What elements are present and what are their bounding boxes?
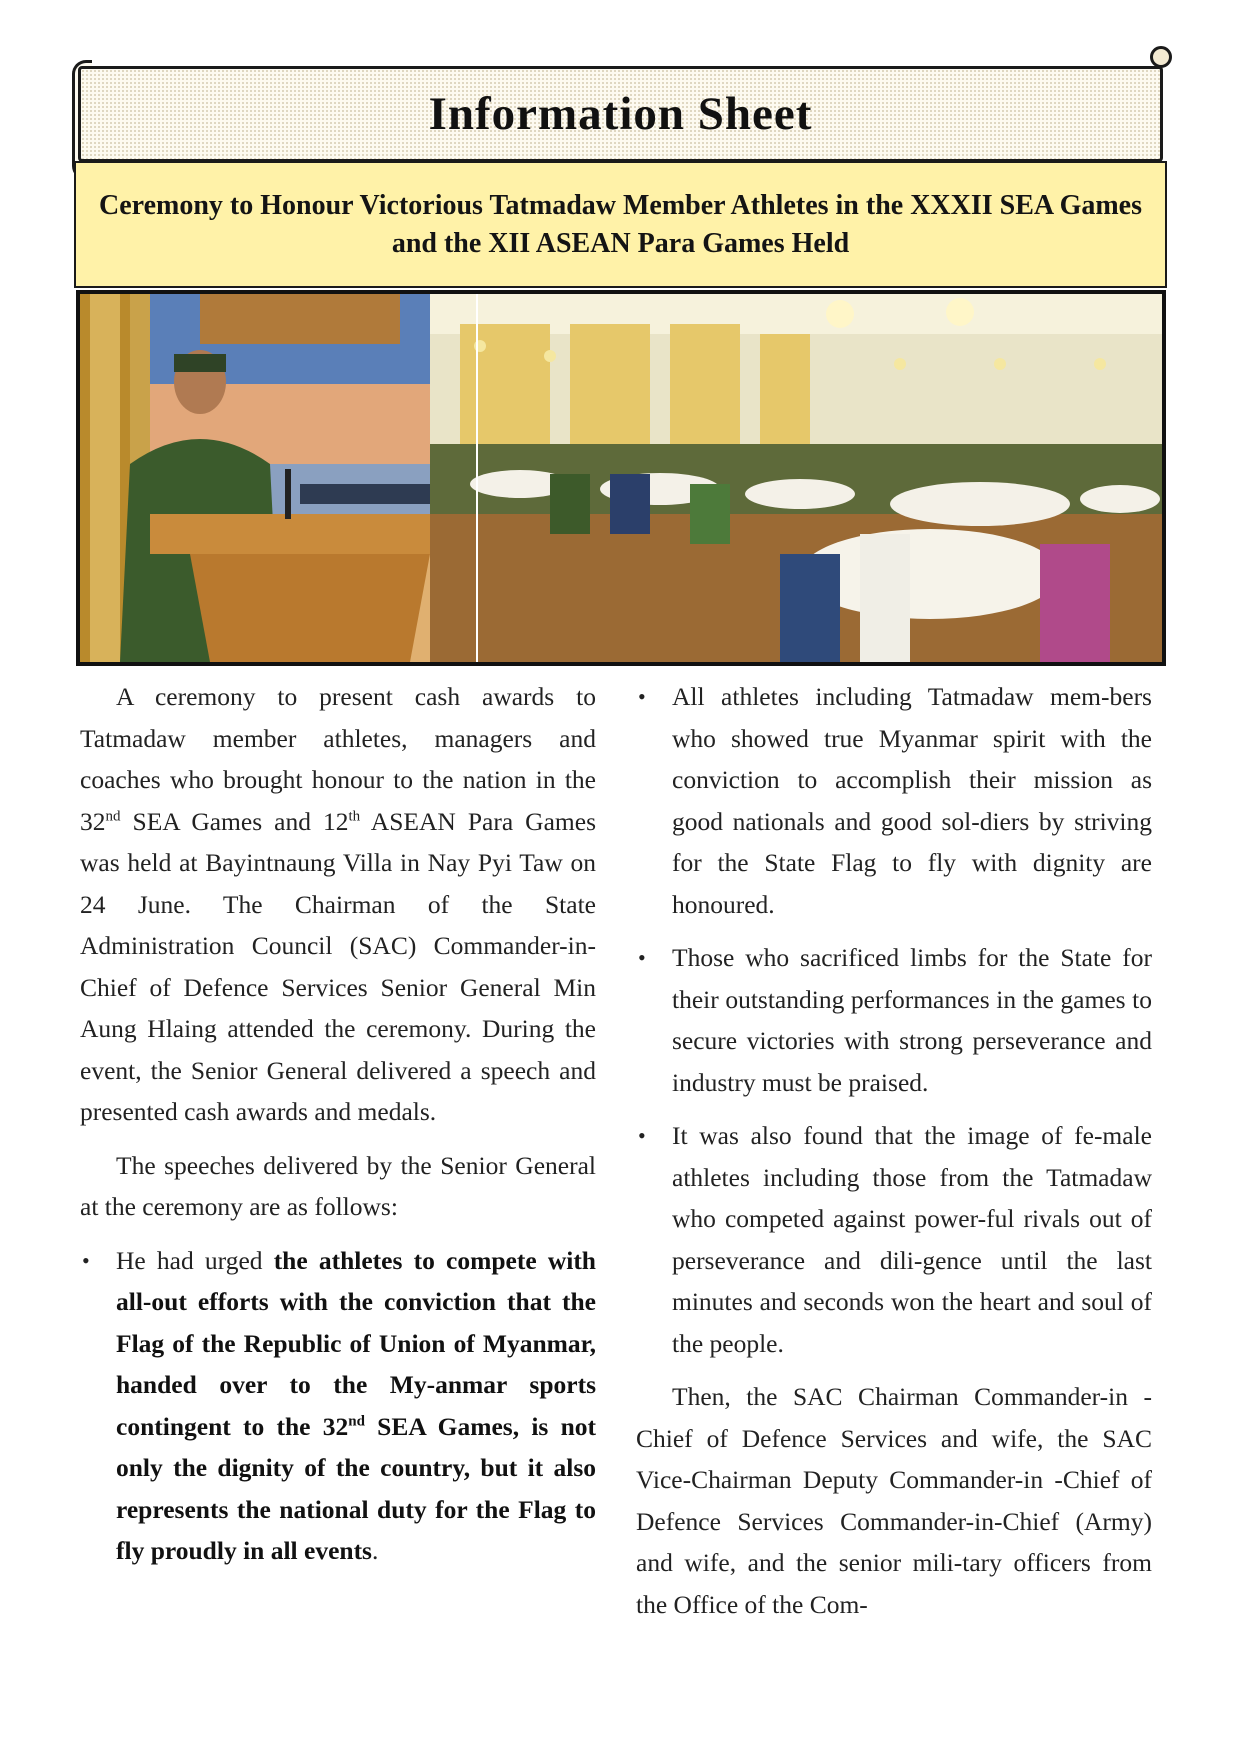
speech-point-2: • All athletes including Tatmadaw mem-bers who showed true Myanmar spirit with the conviction to accomplish their mission as good nationals and good sol-diers by striving for the State Flag to fly with dignity are honoured. xyxy=(636,676,1152,925)
event-photos xyxy=(80,294,1162,662)
banquet-hall-photo xyxy=(430,294,1162,662)
intro-paragraph: A ceremony to present cash awards to Tatmadaw member athletes, managers and coaches who brought honour to the nation in the 32nd SEA Games and 12th ASEAN Para Games was held at Bayintnaung Villa in Nay Pyi Taw on 24 June. The Chairman of the State Administration Council (SAC) Commander-in-Chief of Defence Services Senior General Min Aung Hlaing attended the ceremony. During the event, the Senior General delivered a speech and presented cash awards and medals. xyxy=(80,682,596,1126)
subtitle-box xyxy=(74,161,1167,288)
speech-point-1: • He had urged the athletes to compete with all-out efforts with the conviction that the Flag of the Republic of Union of Myanmar, handed over to the My-anmar sports contingent to the 32nd SEA Games, is not only the dignity of the country, but it also represents the national duty for the Flag to fly proudly in all events. xyxy=(80,1240,596,1572)
bullet-icon: • xyxy=(638,1123,646,1148)
scroll-curl-right xyxy=(1150,46,1172,68)
speech-intro-paragraph: The speeches delivered by the Senior General at the ceremony are as follows: xyxy=(80,1150,596,1221)
bullet-icon: • xyxy=(638,684,646,709)
bullet-icon: • xyxy=(638,945,646,970)
right-column xyxy=(636,676,1152,1637)
speaker-at-podium-photo xyxy=(80,294,476,662)
speech-point-3: • Those who sacrificed limbs for the State for their outstanding performances in the games to secure victories with strong perseverance and industry must be praised. xyxy=(636,937,1152,1103)
speech-points-list-right xyxy=(636,676,1152,1364)
page-title: Information Sheet xyxy=(428,88,813,140)
photo-panel xyxy=(76,290,1166,666)
speech-points-list-left xyxy=(80,1240,596,1572)
left-column xyxy=(80,676,596,1584)
bullet-icon: • xyxy=(82,1247,90,1273)
speech-point-4: • It was also found that the image of fe-male athletes including those from the Tatmadaw who competed against power-ful rivals out of perseverance and dili-gence until the last minutes and seconds won the heart and soul of the people. xyxy=(636,1115,1152,1364)
article-headline: Ceremony to Honour Victorious Tatmadaw Member Athletes in the XXXII SEA Games and the XII ASEAN Para Games Held xyxy=(99,189,1142,259)
closing-paragraph: Then, the SAC Chairman Commander-in -Chief of Defence Services and wife, the SAC Vice-Chairman Deputy Commander-in -Chief of Defence Services Commander-in-Chief (Army) and wife, and the senior mili-tary officers from the Office of the Com- xyxy=(636,1382,1152,1619)
